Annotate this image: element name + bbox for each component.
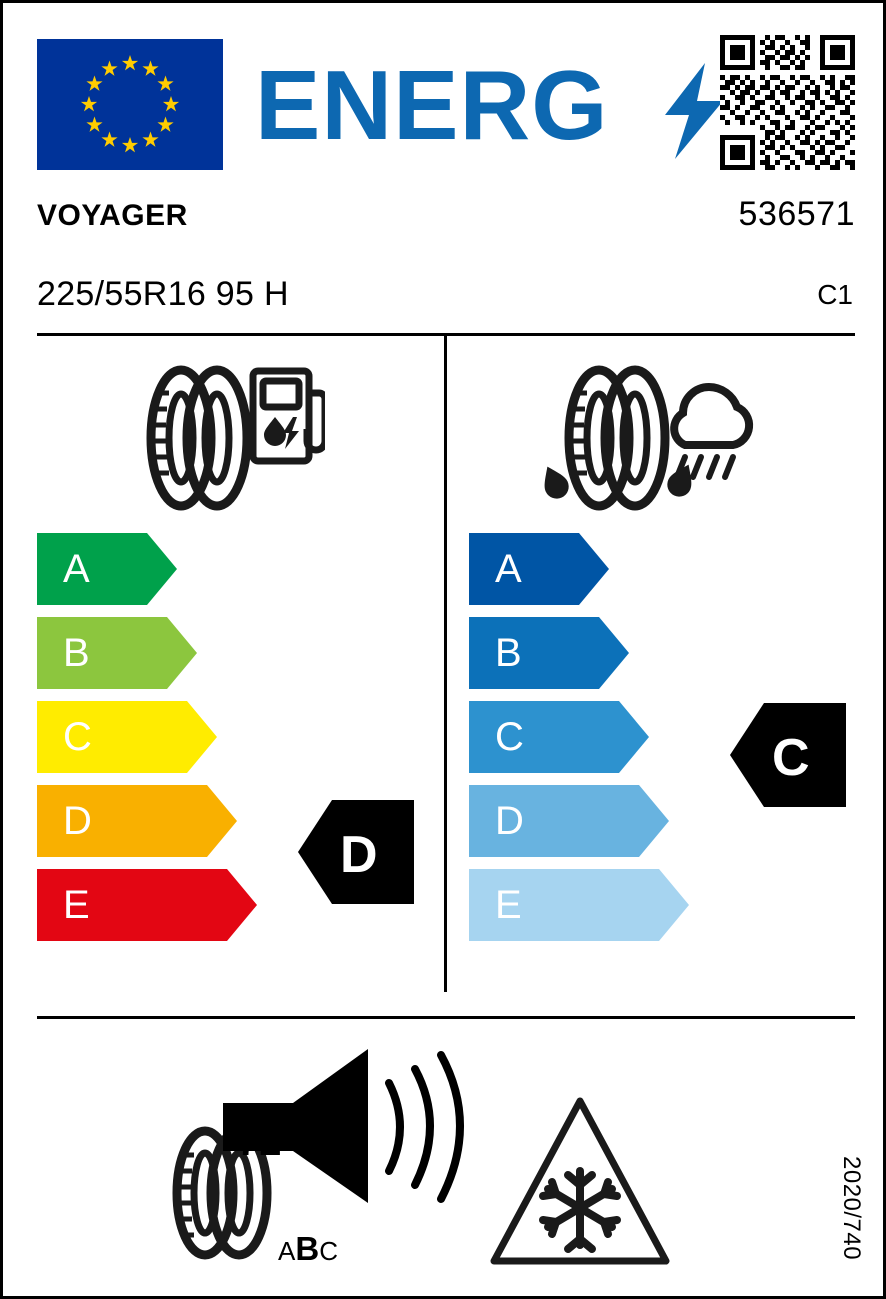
grip-grade-a-letter: A <box>495 547 522 591</box>
noise-class-c: C <box>319 1236 338 1266</box>
noise-class-b-selected: B <box>295 1230 320 1267</box>
brand-name: VOYAGER <box>37 199 188 232</box>
fuel-grade-d <box>37 785 257 857</box>
noise-class-scale <box>278 1230 338 1268</box>
rain-cloud-icon <box>533 353 763 528</box>
label-header <box>37 35 855 173</box>
fuel-grade-e-letter: E <box>63 883 90 927</box>
eu-flag-icon <box>37 39 223 170</box>
fuel-grade-b-letter: B <box>63 631 90 675</box>
grip-grade-e <box>469 869 689 941</box>
fuel-rating-marker <box>298 800 414 909</box>
noise-value: 72 <box>237 1120 282 1164</box>
tyre-size: 225/55R16 95 H <box>37 275 289 313</box>
fuel-grade-d-letter: D <box>63 799 92 843</box>
fuel-efficiency-scale <box>37 533 257 953</box>
noise-unit: dB <box>306 1125 343 1158</box>
divider-bottom <box>37 1016 855 1019</box>
size-row <box>37 275 855 321</box>
grip-grade-c <box>469 701 689 773</box>
divider-vertical <box>444 336 447 992</box>
brand-row <box>37 195 855 247</box>
fuel-rating-letter: D <box>340 825 378 884</box>
fuel-grade-a <box>37 533 257 605</box>
regulation-reference: 2020/740 <box>838 1155 865 1260</box>
tyre-class: C1 <box>817 279 853 310</box>
product-sku: 536571 <box>738 195 855 233</box>
lightning-bolt-icon <box>659 63 729 164</box>
grip-grade-e-letter: E <box>495 883 522 927</box>
grip-grade-a <box>469 533 689 605</box>
wet-grip-scale <box>469 533 689 953</box>
fuel-grade-e <box>37 869 257 941</box>
noise-class-a: A <box>278 1236 296 1266</box>
grip-rating-letter: C <box>772 728 810 787</box>
fuel-grade-b <box>37 617 257 689</box>
snowflake-mountain-icon <box>490 1093 670 1273</box>
grip-grade-c-letter: C <box>495 715 524 759</box>
fuel-grade-a-letter: A <box>63 547 90 591</box>
grip-grade-d <box>469 785 689 857</box>
qr-code-icon <box>720 35 855 170</box>
energy-wordmark: ENERG <box>255 50 609 160</box>
fuel-grade-c <box>37 701 257 773</box>
fuel-grade-c-letter: C <box>63 715 92 759</box>
fuel-pump-icon <box>125 353 325 528</box>
grip-rating-marker <box>730 703 846 812</box>
grip-grade-b <box>469 617 689 689</box>
grip-grade-d-letter: D <box>495 799 524 843</box>
grip-grade-b-letter: B <box>495 631 522 675</box>
